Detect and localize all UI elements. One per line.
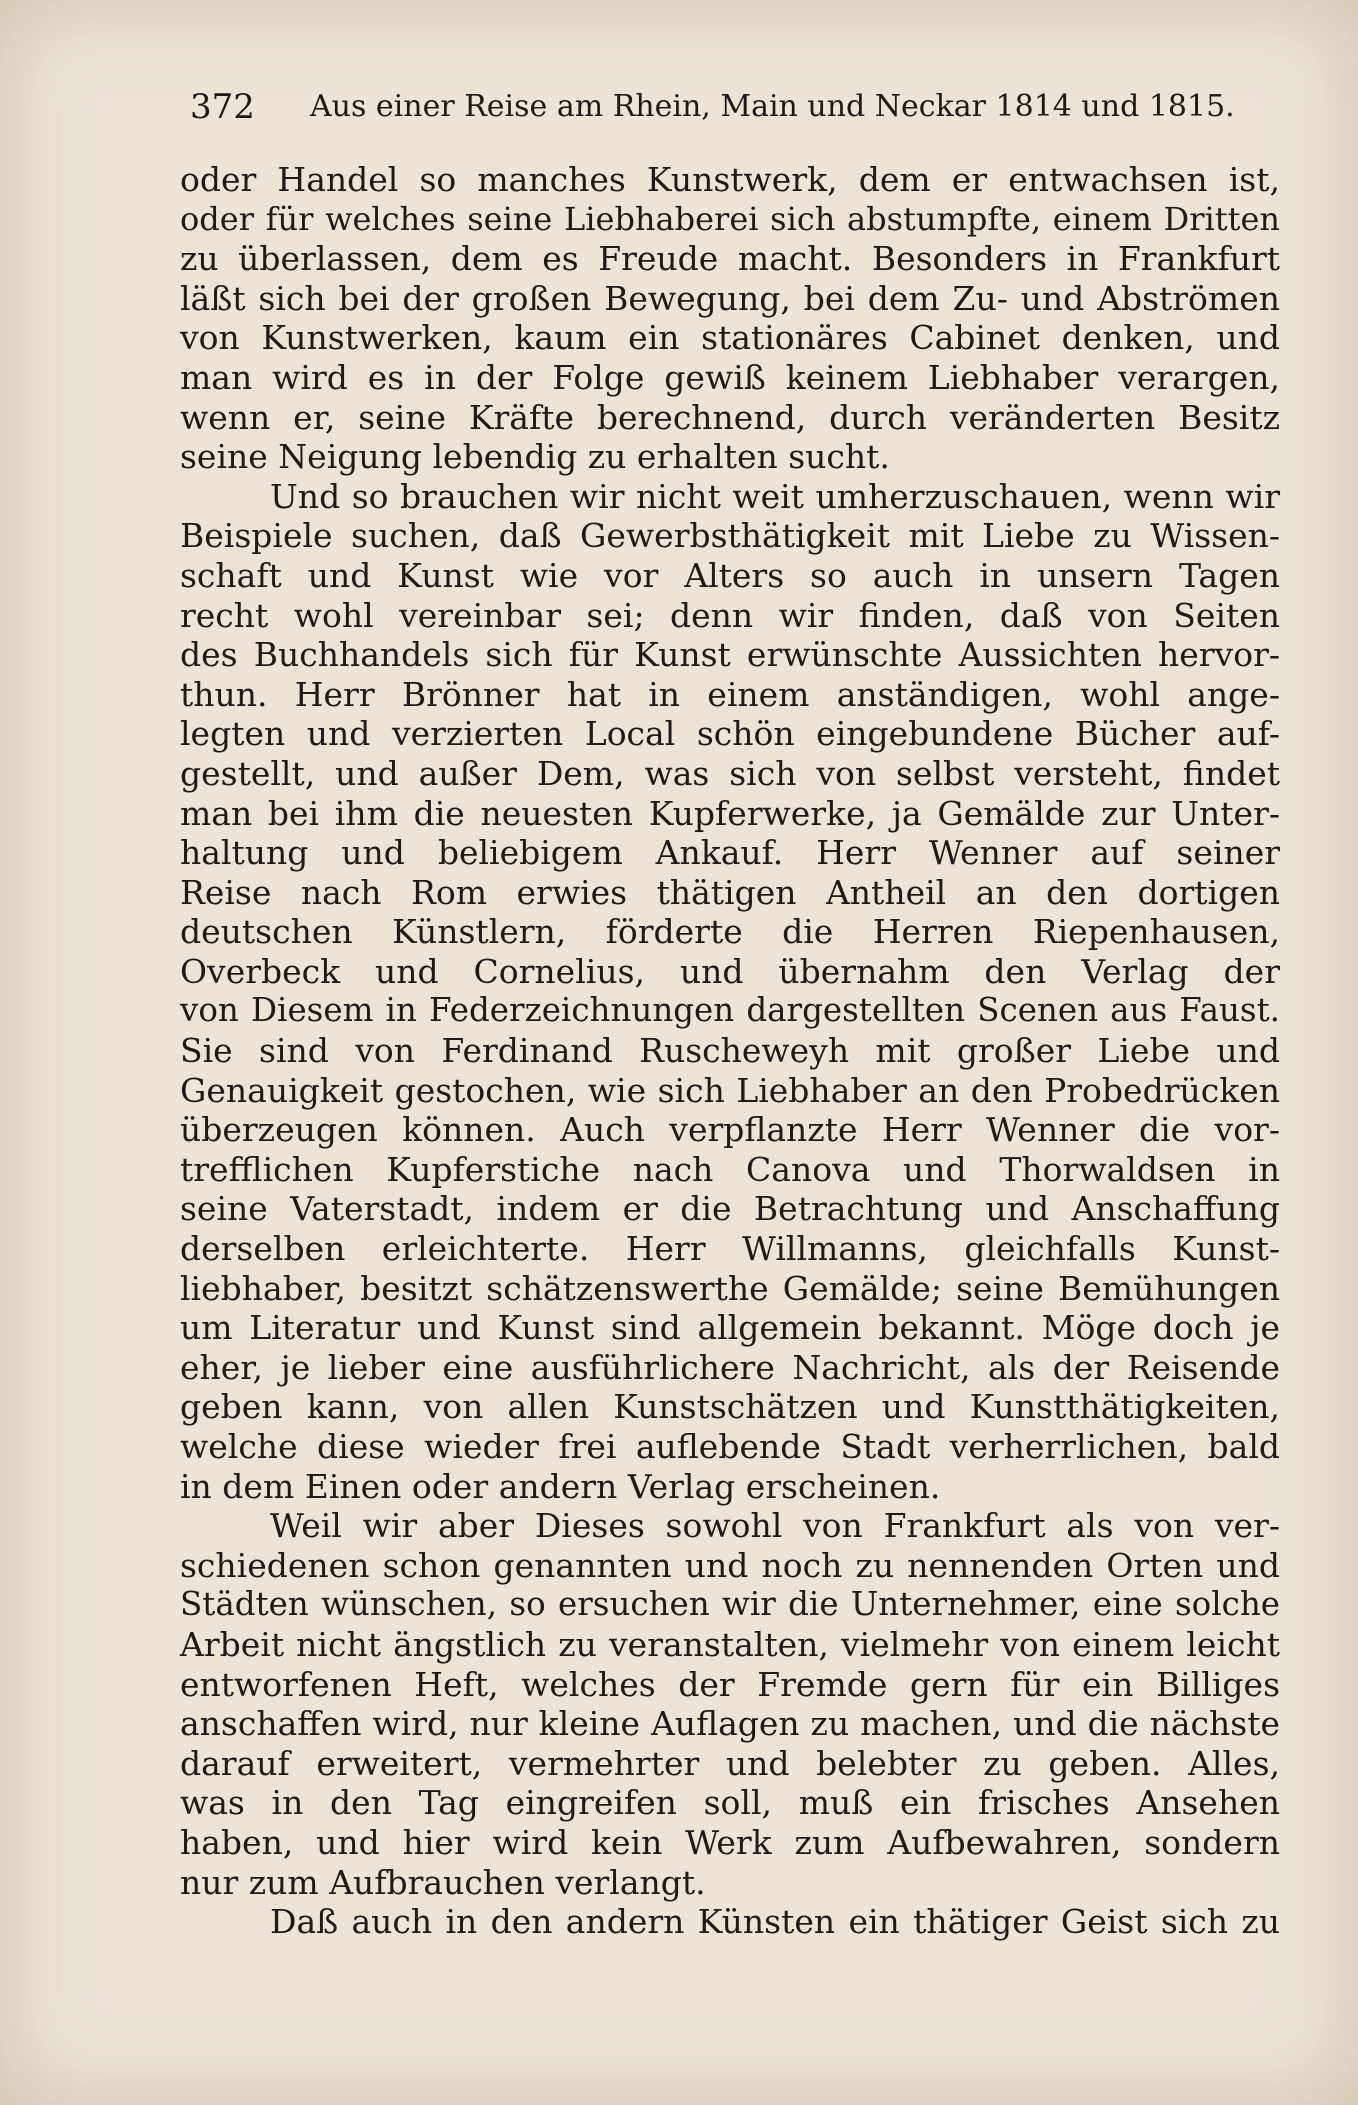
text-line: Genauigkeit gestochen, wie sich Liebhaber an den Probedrücken bbox=[180, 1070, 1280, 1110]
text-line: zu überlassen, dem es Freude macht. Besonders in Frankfurt bbox=[180, 239, 1280, 279]
text-line: schaft und Kunst wie vor Alters so auch in unsern Tagen bbox=[180, 555, 1280, 595]
text-line: von Kunstwerken, kaum ein stationäres Cabinet denken, und bbox=[180, 318, 1280, 358]
text-line: seine Vaterstadt, indem er die Betrachtung und Anschaffung bbox=[180, 1189, 1280, 1229]
text-line: geben kann, von allen Kunstschätzen und Kunstthätigkeiten, bbox=[180, 1387, 1280, 1427]
text-line: thun. Herr Brönner hat in einem anständigen, wohl ange- bbox=[180, 674, 1280, 714]
text-line: welche diese wieder frei auflebende Stadt verherrlichen, bald bbox=[180, 1427, 1280, 1466]
text-line: legten und verzierten Local schön eingebundene Bücher auf- bbox=[180, 714, 1280, 754]
text-line: überzeugen können. Auch verpflanzte Herr Wenner die vor- bbox=[180, 1110, 1280, 1150]
text-line: Reise nach Rom erwies thätigen Antheil an den dortigen bbox=[180, 872, 1280, 912]
body-text bbox=[180, 160, 1280, 1942]
text-line: gestellt, und außer Dem, was sich von selbst versteht, findet bbox=[180, 753, 1280, 793]
text-line: schiedenen schon genannten und noch zu nennenden Orten und bbox=[180, 1545, 1280, 1585]
text-line: darauf erweitert, vermehrter und belebter zu geben. Alles, bbox=[180, 1743, 1280, 1783]
text-line: oder Handel so manches Kunstwerk, dem er entwachsen ist, bbox=[180, 160, 1280, 199]
text-line: in dem Einen oder andern Verlag erscheinen. bbox=[180, 1466, 941, 1506]
text-line: Sie sind von Ferdinand Ruscheweyh mit großer Liebe und bbox=[180, 1031, 1280, 1071]
text-line: trefflichen Kupferstiche nach Canova und Thorwaldsen in bbox=[180, 1149, 1280, 1189]
text-line: nur zum Aufbrauchen verlangt. bbox=[180, 1862, 706, 1902]
text-line: Weil wir aber Dieses sowohl von Frankfurt als von ver- bbox=[270, 1506, 1280, 1546]
text-line: man bei ihm die neuesten Kupferwerke, ja Gemälde zur Unter- bbox=[180, 793, 1280, 833]
text-line: Beispiele suchen, daß Gewerbsthätigkeit mit Liebe zu Wissen- bbox=[180, 516, 1280, 556]
page-header bbox=[190, 82, 1235, 132]
page-number: 372 bbox=[190, 87, 255, 127]
running-head: Aus einer Reise am Rhein, Main und Neckar 1814 und 1815. bbox=[310, 89, 1235, 124]
text-line: man wird es in der Folge gewiß keinem Liebhaber verargen, bbox=[180, 357, 1280, 397]
text-line: haben, und hier wird kein Werk zum Aufbewahren, sondern bbox=[180, 1822, 1280, 1862]
text-line: liebhaber, besitzt schätzenswerthe Gemälde; seine Bemühungen bbox=[180, 1268, 1280, 1308]
text-line: was in den Tag eingreifen soll, muß ein frisches Ansehen bbox=[180, 1783, 1280, 1823]
text-line: von Diesem in Federzeichnungen dargestellten Scenen aus Faust. bbox=[180, 991, 1280, 1030]
text-line: recht wohl vereinbar sei; denn wir finden, daß von Seiten bbox=[180, 595, 1280, 635]
text-line: des Buchhandels sich für Kunst erwünschte Aussichten hervor- bbox=[180, 635, 1280, 675]
text-line: entworfenen Heft, welches der Fremde gern für ein Billiges bbox=[180, 1664, 1280, 1704]
text-line: Und so brauchen wir nicht weit umherzuschauen, wenn wir bbox=[270, 476, 1280, 516]
paragraph bbox=[180, 477, 1280, 1506]
text-line: deutschen Künstlern, förderte die Herren Riepenhausen, bbox=[180, 912, 1280, 952]
paragraph bbox=[180, 160, 1280, 477]
text-line: wenn er, seine Kräfte berechnend, durch veränderten Besitz bbox=[180, 397, 1280, 437]
text-line: oder für welches seine Liebhaberei sich abstumpfte, einem Dritten bbox=[180, 199, 1280, 238]
text-line: eher, je lieber eine ausführlichere Nachricht, als der Reisende bbox=[180, 1347, 1280, 1387]
text-line: Arbeit nicht ängstlich zu veranstalten, vielmehr von einem leicht bbox=[180, 1624, 1280, 1664]
text-line: derselben erleichterte. Herr Willmanns, gleichfalls Kunst- bbox=[180, 1229, 1280, 1269]
text-line: läßt sich bei der großen Bewegung, bei dem Zu- und Abströmen bbox=[180, 278, 1280, 318]
text-line: haltung und beliebigem Ankauf. Herr Wenner auf seiner bbox=[180, 833, 1280, 873]
text-line: um Literatur und Kunst sind allgemein bekannt. Möge doch je bbox=[180, 1308, 1280, 1348]
paragraph bbox=[180, 1902, 1280, 1942]
paragraph bbox=[180, 1506, 1280, 1902]
text-line: Daß auch in den andern Künsten ein thätiger Geist sich zu bbox=[270, 1902, 1280, 1942]
text-line: Overbeck und Cornelius, und übernahm den Verlag der bbox=[180, 951, 1280, 991]
text-line: anschaffen wird, nur kleine Auflagen zu machen, und die nächste bbox=[180, 1704, 1280, 1744]
text-line: Städten wünschen, so ersuchen wir die Unternehmer, eine solche bbox=[180, 1585, 1280, 1624]
text-line: seine Neigung lebendig zu erhalten sucht. bbox=[180, 437, 890, 477]
